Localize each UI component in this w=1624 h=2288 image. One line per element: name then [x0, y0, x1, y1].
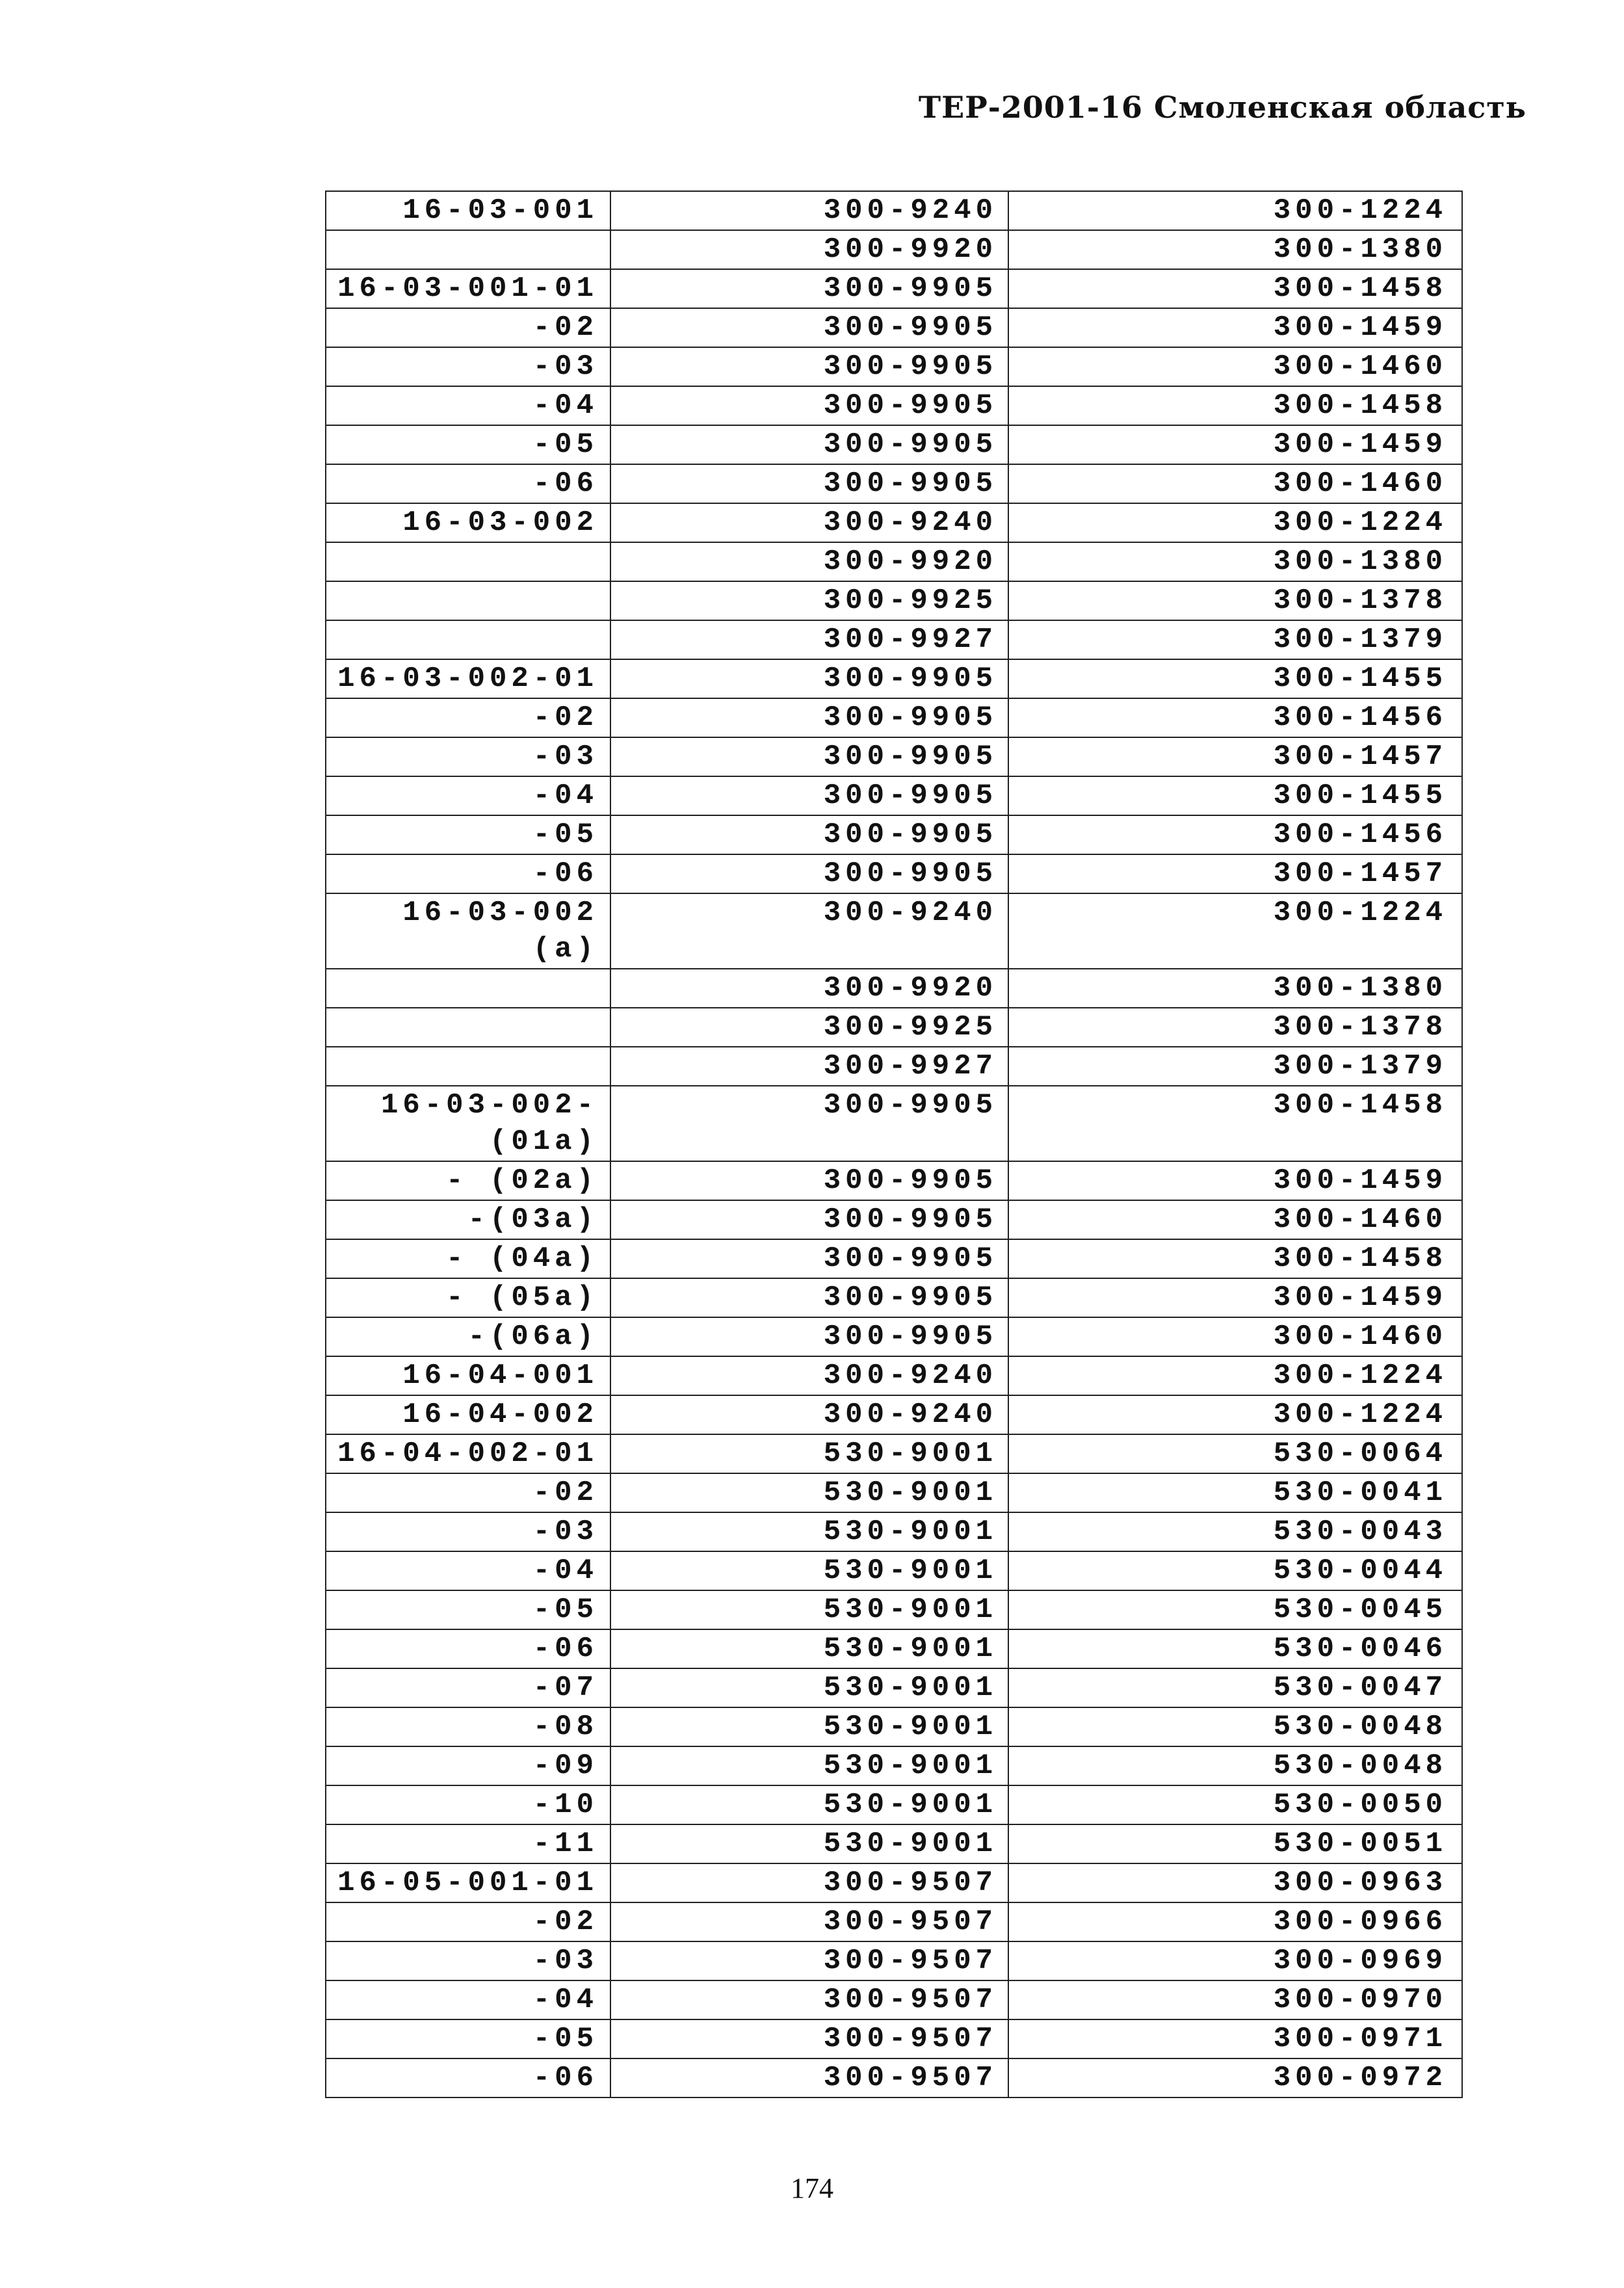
table-row	[326, 1668, 1462, 1707]
table-cell-old-code: 300-9507	[610, 1902, 1008, 1941]
table-cell-new-code: 300-1460	[1008, 464, 1462, 503]
table-cell-code	[326, 1047, 610, 1086]
table-cell-old-code: 300-9240	[610, 893, 1008, 969]
table-row	[326, 464, 1462, 503]
table-cell-new-code: 300-1458	[1008, 269, 1462, 308]
table-cell-old-code: 300-9905	[610, 1200, 1008, 1239]
table-row	[326, 1200, 1462, 1239]
table-cell-old-code: 530-9001	[610, 1785, 1008, 1824]
table-cell-new-code: 530-0044	[1008, 1551, 1462, 1590]
table-cell-new-code: 530-0048	[1008, 1746, 1462, 1785]
table-cell-old-code: 530-9001	[610, 1629, 1008, 1668]
table-cell-old-code: 300-9905	[610, 1239, 1008, 1278]
table-cell-code: -06	[326, 1629, 610, 1668]
table-cell-old-code: 300-9927	[610, 620, 1008, 659]
table-row	[326, 1941, 1462, 1980]
table-cell-code	[326, 230, 610, 269]
table-cell-old-code: 530-9001	[610, 1707, 1008, 1746]
table-cell-old-code: 300-9905	[610, 464, 1008, 503]
table-row	[326, 1395, 1462, 1434]
table-cell-old-code: 300-9905	[610, 386, 1008, 425]
table-cell-new-code: 300-1379	[1008, 620, 1462, 659]
table-cell-new-code: 300-0963	[1008, 1863, 1462, 1902]
table-cell-new-code: 300-1457	[1008, 737, 1462, 776]
table-cell-new-code: 300-1460	[1008, 1317, 1462, 1356]
table-cell-code: -(06a)	[326, 1317, 610, 1356]
table-cell-new-code: 300-1380	[1008, 542, 1462, 581]
table-cell-code: 16-04-001	[326, 1356, 610, 1395]
table-cell-code: -03	[326, 1941, 610, 1980]
table-cell-code: -10	[326, 1785, 610, 1824]
table-row	[326, 1086, 1462, 1161]
table-cell-old-code: 300-9905	[610, 1086, 1008, 1161]
table-cell-old-code: 300-9905	[610, 269, 1008, 308]
table-row	[326, 308, 1462, 347]
table-cell-new-code: 300-1224	[1008, 1356, 1462, 1395]
table-cell-code: -05	[326, 2019, 610, 2058]
table-cell-old-code: 300-9240	[610, 191, 1008, 230]
table-row	[326, 1008, 1462, 1047]
table-cell-code: 16-03-002- (01a)	[326, 1086, 610, 1161]
table-row	[326, 1785, 1462, 1824]
table-row	[326, 542, 1462, 581]
table-cell-new-code: 300-1380	[1008, 969, 1462, 1008]
table-cell-new-code: 530-0043	[1008, 1512, 1462, 1551]
table-cell-old-code: 300-9905	[610, 737, 1008, 776]
table-cell-new-code: 300-1459	[1008, 1161, 1462, 1200]
table-cell-old-code: 300-9920	[610, 969, 1008, 1008]
table-row	[326, 1239, 1462, 1278]
table-row	[326, 1980, 1462, 2019]
table-cell-old-code: 300-9920	[610, 542, 1008, 581]
table-cell-new-code: 530-0041	[1008, 1473, 1462, 1512]
table-row	[326, 1863, 1462, 1902]
table-cell-code: -02	[326, 698, 610, 737]
table-cell-old-code: 530-9001	[610, 1668, 1008, 1707]
table-cell-old-code: 300-9925	[610, 581, 1008, 620]
table-cell-new-code: 300-0971	[1008, 2019, 1462, 2058]
table-row	[326, 1512, 1462, 1551]
table-cell-code: -03	[326, 347, 610, 386]
table-cell-new-code: 300-0972	[1008, 2058, 1462, 2097]
table-cell-new-code: 530-0048	[1008, 1707, 1462, 1746]
table-row	[326, 386, 1462, 425]
table-cell-code: -04	[326, 1551, 610, 1590]
table-cell-old-code: 300-9240	[610, 1395, 1008, 1434]
table-cell-code: 16-03-002 (a)	[326, 893, 610, 969]
table-cell-old-code: 530-9001	[610, 1746, 1008, 1785]
table-cell-new-code: 300-1459	[1008, 308, 1462, 347]
table-cell-old-code: 300-9507	[610, 1863, 1008, 1902]
table-cell-new-code: 300-1455	[1008, 659, 1462, 698]
table-cell-new-code: 530-0046	[1008, 1629, 1462, 1668]
table-cell-new-code: 300-1224	[1008, 1395, 1462, 1434]
table-cell-new-code: 300-1224	[1008, 191, 1462, 230]
table-row	[326, 815, 1462, 854]
table-row	[326, 2058, 1462, 2097]
table-cell-old-code: 300-9905	[610, 347, 1008, 386]
table-row	[326, 2019, 1462, 2058]
table-cell-old-code: 530-9001	[610, 1590, 1008, 1629]
table-cell-old-code: 300-9507	[610, 2058, 1008, 2097]
table-row	[326, 1356, 1462, 1395]
table-cell-code: -03	[326, 737, 610, 776]
table-cell-code: -02	[326, 1902, 610, 1941]
table-row	[326, 1278, 1462, 1317]
table-cell-new-code: 300-0969	[1008, 1941, 1462, 1980]
table-row	[326, 1590, 1462, 1629]
table-cell-new-code: 300-1379	[1008, 1047, 1462, 1086]
table-cell-code: -05	[326, 1590, 610, 1629]
table-row	[326, 581, 1462, 620]
table-cell-code: -02	[326, 308, 610, 347]
table-cell-new-code: 300-1378	[1008, 1008, 1462, 1047]
table-cell-code: -06	[326, 464, 610, 503]
table-cell-code: 16-03-001	[326, 191, 610, 230]
table-cell-new-code: 300-1459	[1008, 1278, 1462, 1317]
table-cell-old-code: 300-9507	[610, 1980, 1008, 2019]
table-cell-code: -07	[326, 1668, 610, 1707]
table-cell-old-code: 300-9507	[610, 2019, 1008, 2058]
table-cell-new-code: 530-0047	[1008, 1668, 1462, 1707]
table-cell-old-code: 300-9905	[610, 1278, 1008, 1317]
table-cell-new-code: 300-0970	[1008, 1980, 1462, 2019]
table-row	[326, 503, 1462, 542]
table-row	[326, 776, 1462, 815]
table-cell-new-code: 300-1459	[1008, 425, 1462, 464]
table-cell-old-code: 300-9927	[610, 1047, 1008, 1086]
table-row	[326, 1902, 1462, 1941]
table-cell-new-code: 300-1460	[1008, 347, 1462, 386]
page-title: ТЕР-2001-16 Смоленская область	[918, 90, 1526, 125]
table-cell-new-code: 300-1378	[1008, 581, 1462, 620]
table-row	[326, 1161, 1462, 1200]
table-cell-code: 16-03-001-01	[326, 269, 610, 308]
table-cell-code: 16-03-002	[326, 503, 610, 542]
table-cell-old-code: 300-9905	[610, 1317, 1008, 1356]
table-cell-old-code: 300-9920	[610, 230, 1008, 269]
table-cell-code: -(03a)	[326, 1200, 610, 1239]
table-row	[326, 1824, 1462, 1863]
table-row	[326, 1317, 1462, 1356]
table-cell-code: -06	[326, 2058, 610, 2097]
table-cell-code: -04	[326, 776, 610, 815]
table-cell-old-code: 530-9001	[610, 1434, 1008, 1473]
table-cell-new-code: 300-0966	[1008, 1902, 1462, 1941]
table-cell-old-code: 530-9001	[610, 1473, 1008, 1512]
table-row	[326, 1551, 1462, 1590]
table-cell-old-code: 530-9001	[610, 1824, 1008, 1863]
table-cell-old-code: 300-9925	[610, 1008, 1008, 1047]
table-cell-new-code: 300-1456	[1008, 698, 1462, 737]
table-cell-code: -02	[326, 1473, 610, 1512]
table-row	[326, 698, 1462, 737]
table-row	[326, 969, 1462, 1008]
table-cell-new-code: 300-1224	[1008, 503, 1462, 542]
table-cell-old-code: 300-9905	[610, 308, 1008, 347]
table-cell-new-code: 530-0064	[1008, 1434, 1462, 1473]
table-cell-old-code: 300-9905	[610, 854, 1008, 893]
table-cell-code: -05	[326, 815, 610, 854]
table-cell-code	[326, 542, 610, 581]
table-row	[326, 620, 1462, 659]
table-row	[326, 347, 1462, 386]
table-cell-code: - (02a)	[326, 1161, 610, 1200]
table-row	[326, 737, 1462, 776]
table-cell-old-code: 300-9507	[610, 1941, 1008, 1980]
table-cell-old-code: 300-9240	[610, 1356, 1008, 1395]
table-row	[326, 1434, 1462, 1473]
table-row	[326, 854, 1462, 893]
table-cell-new-code: 530-0045	[1008, 1590, 1462, 1629]
table-cell-code: -08	[326, 1707, 610, 1746]
table-cell-code: -03	[326, 1512, 610, 1551]
table-cell-new-code: 300-1458	[1008, 1239, 1462, 1278]
table-cell-code: -04	[326, 386, 610, 425]
table-cell-code: 16-03-002-01	[326, 659, 610, 698]
table-cell-old-code: 300-9905	[610, 698, 1008, 737]
table-cell-new-code: 300-1224	[1008, 893, 1462, 969]
code-table-container	[325, 191, 1461, 2098]
table-cell-old-code: 300-9905	[610, 815, 1008, 854]
table-cell-code: -04	[326, 1980, 610, 2019]
table-cell-code: -06	[326, 854, 610, 893]
table-cell-code: -05	[326, 425, 610, 464]
code-table-body	[326, 191, 1462, 2097]
table-cell-new-code: 300-1458	[1008, 1086, 1462, 1161]
table-cell-new-code: 300-1457	[1008, 854, 1462, 893]
table-cell-code	[326, 581, 610, 620]
table-cell-code: 16-05-001-01	[326, 1863, 610, 1902]
table-cell-code: 16-04-002	[326, 1395, 610, 1434]
table-row	[326, 1047, 1462, 1086]
table-cell-old-code: 300-9905	[610, 425, 1008, 464]
table-cell-old-code: 300-9905	[610, 776, 1008, 815]
table-row	[326, 659, 1462, 698]
table-cell-code: -09	[326, 1746, 610, 1785]
table-cell-code: - (05a)	[326, 1278, 610, 1317]
table-row	[326, 1707, 1462, 1746]
table-cell-old-code: 530-9001	[610, 1512, 1008, 1551]
table-cell-code	[326, 620, 610, 659]
table-row	[326, 191, 1462, 230]
table-cell-old-code: 300-9240	[610, 503, 1008, 542]
table-cell-old-code: 300-9905	[610, 659, 1008, 698]
table-cell-old-code: 300-9905	[610, 1161, 1008, 1200]
table-row	[326, 1473, 1462, 1512]
page-number: 174	[791, 2172, 833, 2204]
table-cell-new-code: 530-0051	[1008, 1824, 1462, 1863]
table-row	[326, 230, 1462, 269]
table-row	[326, 425, 1462, 464]
table-cell-new-code: 300-1458	[1008, 386, 1462, 425]
table-cell-code	[326, 969, 610, 1008]
table-cell-new-code: 300-1460	[1008, 1200, 1462, 1239]
table-cell-new-code: 530-0050	[1008, 1785, 1462, 1824]
table-cell-old-code: 530-9001	[610, 1551, 1008, 1590]
table-row	[326, 1629, 1462, 1668]
table-cell-code: -11	[326, 1824, 610, 1863]
table-cell-code	[326, 1008, 610, 1047]
table-row	[326, 269, 1462, 308]
table-row	[326, 893, 1462, 969]
table-cell-new-code: 300-1380	[1008, 230, 1462, 269]
code-table	[325, 191, 1463, 2098]
table-cell-code: - (04a)	[326, 1239, 610, 1278]
table-row	[326, 1746, 1462, 1785]
table-cell-code: 16-04-002-01	[326, 1434, 610, 1473]
table-cell-new-code: 300-1456	[1008, 815, 1462, 854]
table-cell-new-code: 300-1455	[1008, 776, 1462, 815]
